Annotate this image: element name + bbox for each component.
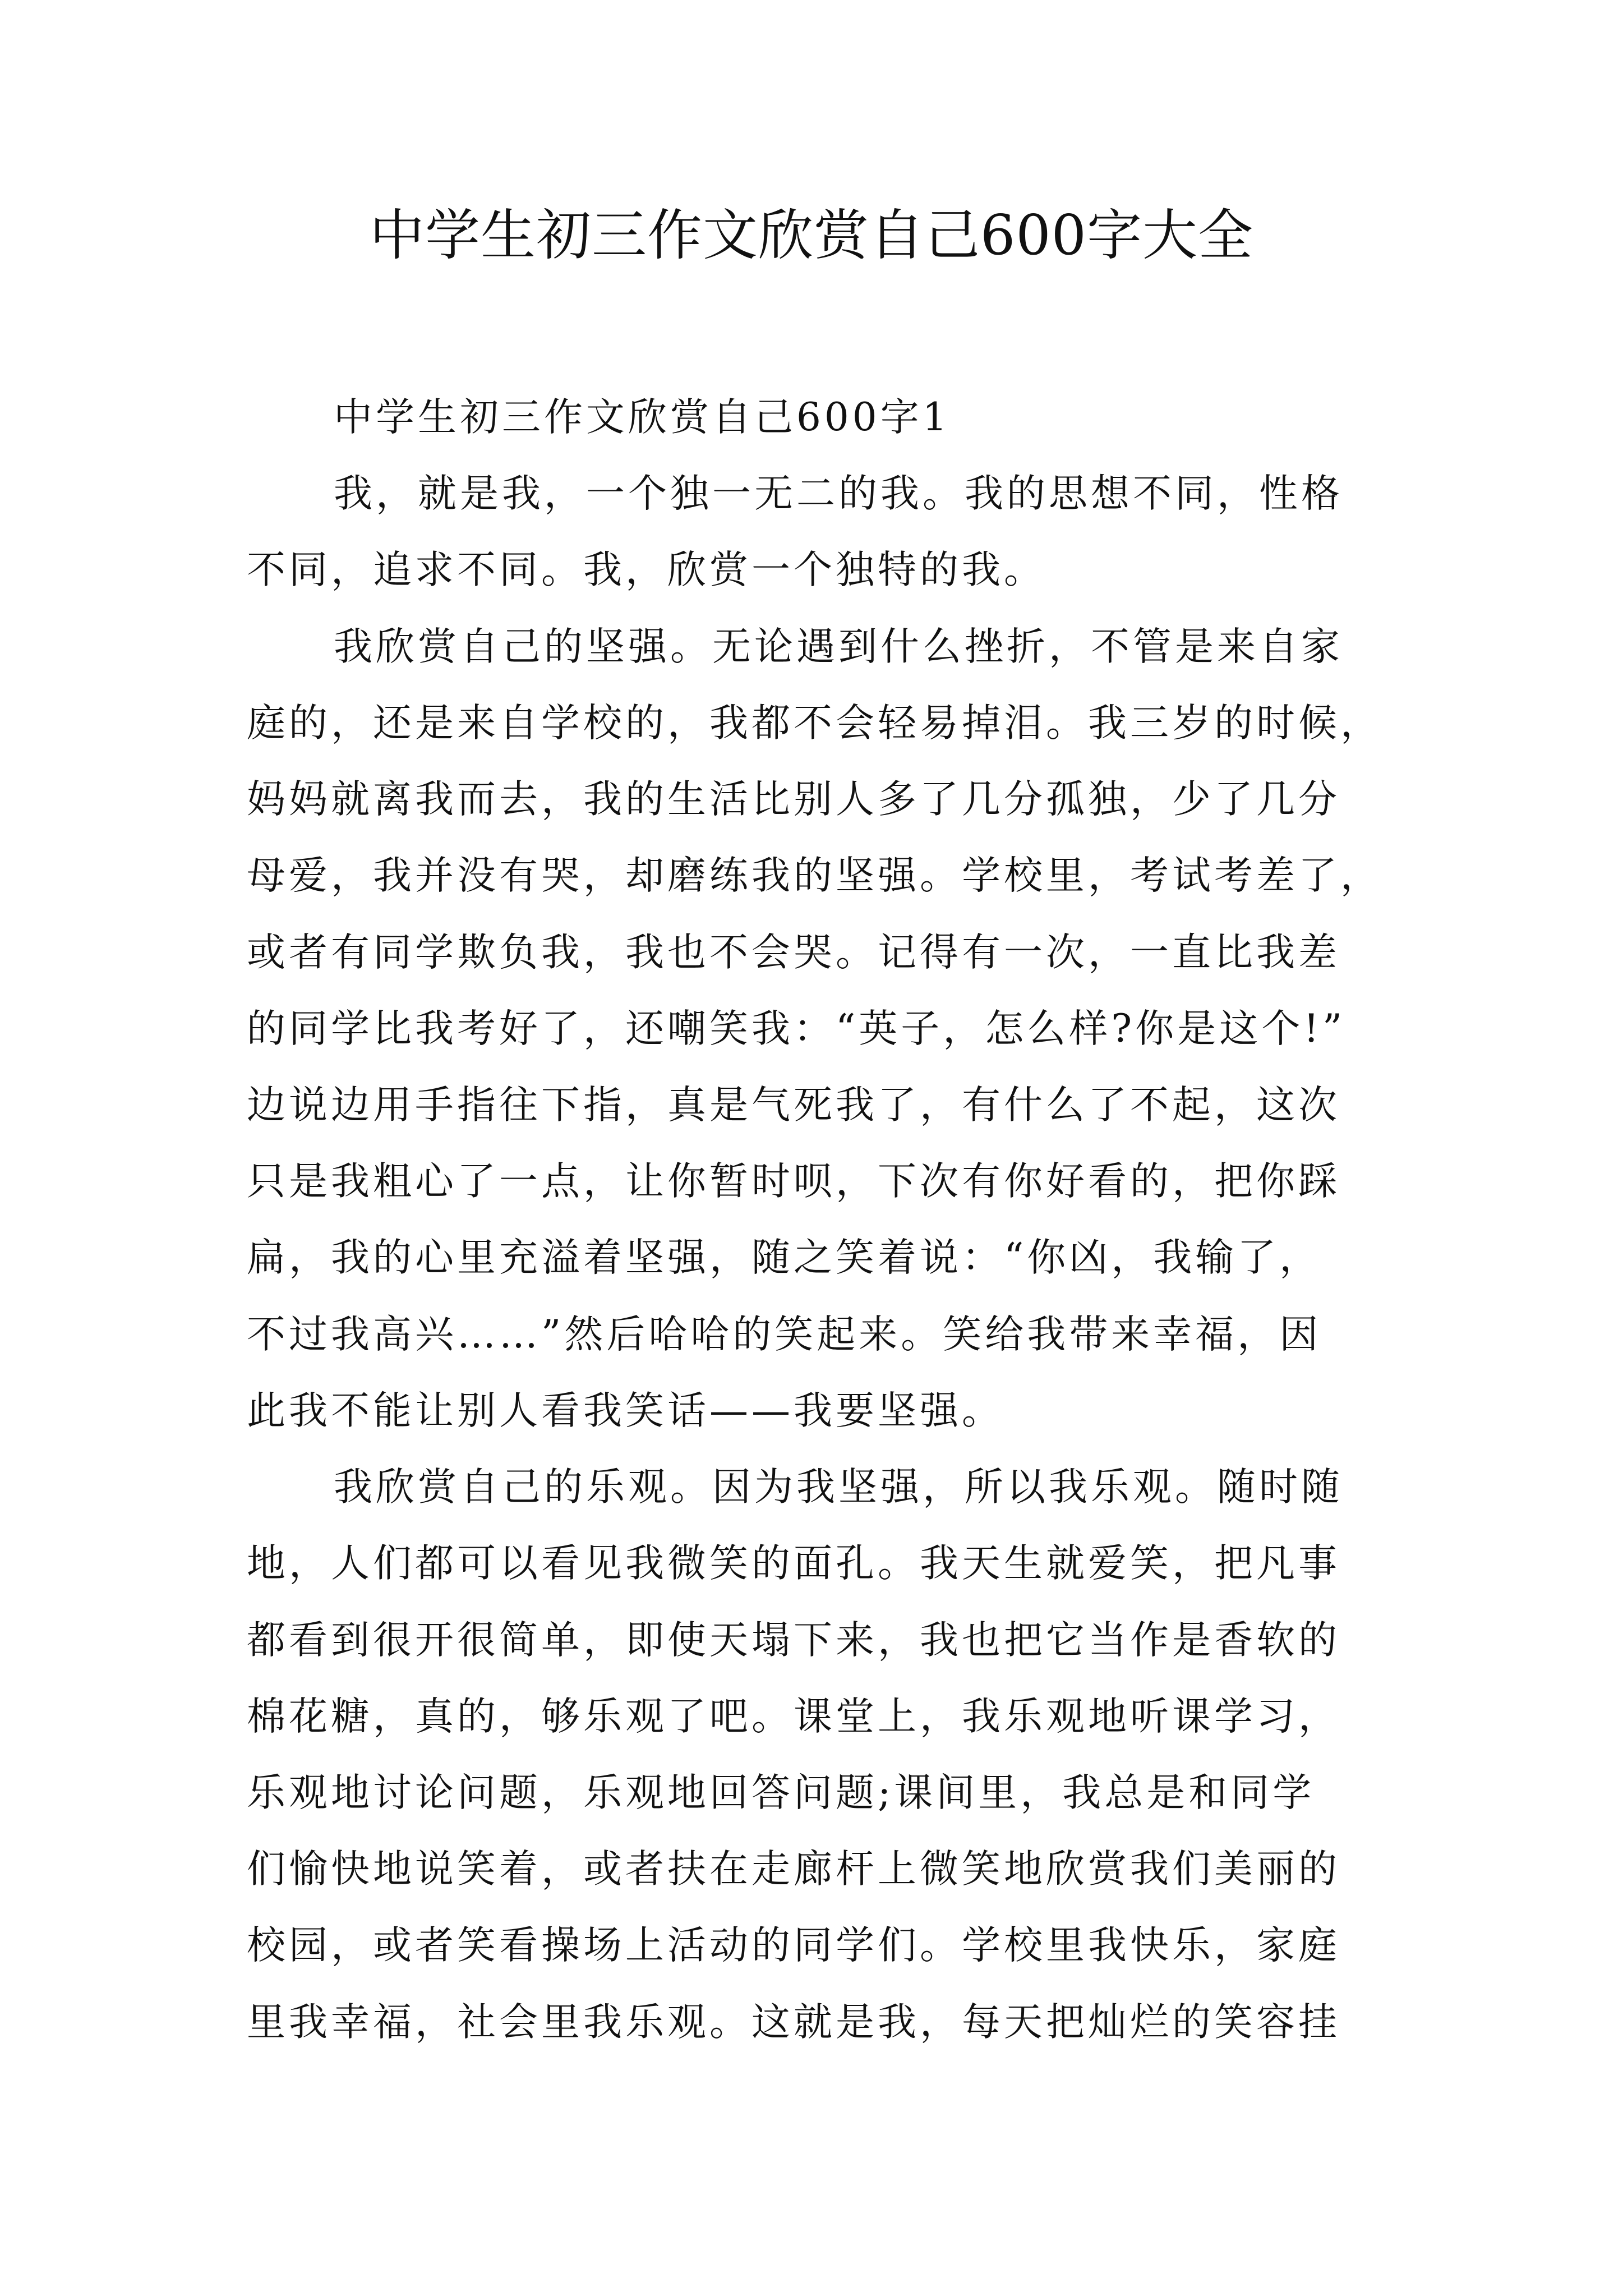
paragraph-line: 妈妈就离我而去，我的生活比别人多了几分孤独，少了几分	[247, 777, 1340, 822]
paragraph-line: 乐观地讨论问题，乐观地回答问题;课间里，我总是和同学	[247, 1770, 1315, 1815]
paragraph-line: 不同，追求不同。我，欣赏一个独特的我。	[247, 547, 1046, 592]
paragraph-line: 都看到很开很简单，即使天塌下来，我也把它当作是香软的	[247, 1618, 1340, 1663]
paragraph-line: 里我幸福，社会里我乐观。这就是我，每天把灿烂的笑容挂	[247, 2000, 1340, 2045]
paragraph-line: 我，就是我，一个独一无二的我。我的思想不同，性格	[334, 471, 1343, 516]
document-title: 中学生初三作文欣赏自己600字大全	[369, 204, 1254, 268]
paragraph-line: 地，人们都可以看见我微笑的面孔。我天生就爱笑，把凡事	[247, 1541, 1340, 1586]
paragraph-line: 边说边用手指往下指，真是气死我了，有什么了不起，这次	[247, 1083, 1340, 1128]
section-heading: 中学生初三作文欣赏自己600字1	[334, 395, 951, 440]
paragraph-line: 我欣赏自己的坚强。无论遇到什么挫折，不管是来自家	[334, 624, 1343, 669]
paragraph-line: 此我不能让别人看我笑话——我要坚强。	[247, 1388, 1004, 1433]
paragraph-line: 扁，我的心里充溢着坚强，随之笑着说：“你凶，我输了，	[247, 1235, 1322, 1280]
paragraph-line: 们愉快地说笑着，或者扶在走廊杆上微笑地欣赏我们美丽的	[247, 1847, 1340, 1892]
paragraph-line: 庭的，还是来自学校的，我都不会轻易掉泪。我三岁的时候，	[247, 701, 1382, 746]
paragraph-line: 母爱，我并没有哭，却磨练我的坚强。学校里，考试考差了，	[247, 853, 1382, 898]
paragraph-line: 的同学比我考好了，还嘲笑我：“英子，怎么样?你是这个!”	[247, 1006, 1346, 1051]
paragraph-line: 或者有同学欺负我，我也不会哭。记得有一次，一直比我差	[247, 930, 1340, 975]
paragraph-line: 校园，或者笑看操场上活动的同学们。学校里我快乐，家庭	[247, 1923, 1340, 1968]
paragraph-line: 只是我粗心了一点，让你暂时呗，下次有你好看的，把你踩	[247, 1159, 1340, 1204]
paragraph-line: 不过我高兴……”然后哈哈的笑起来。笑给我带来幸福，因	[247, 1312, 1322, 1357]
paragraph-line: 棉花糖，真的，够乐观了吧。课堂上，我乐观地听课学习，	[247, 1694, 1340, 1739]
paragraph-line: 我欣赏自己的乐观。因为我坚强，所以我乐观。随时随	[334, 1465, 1343, 1510]
